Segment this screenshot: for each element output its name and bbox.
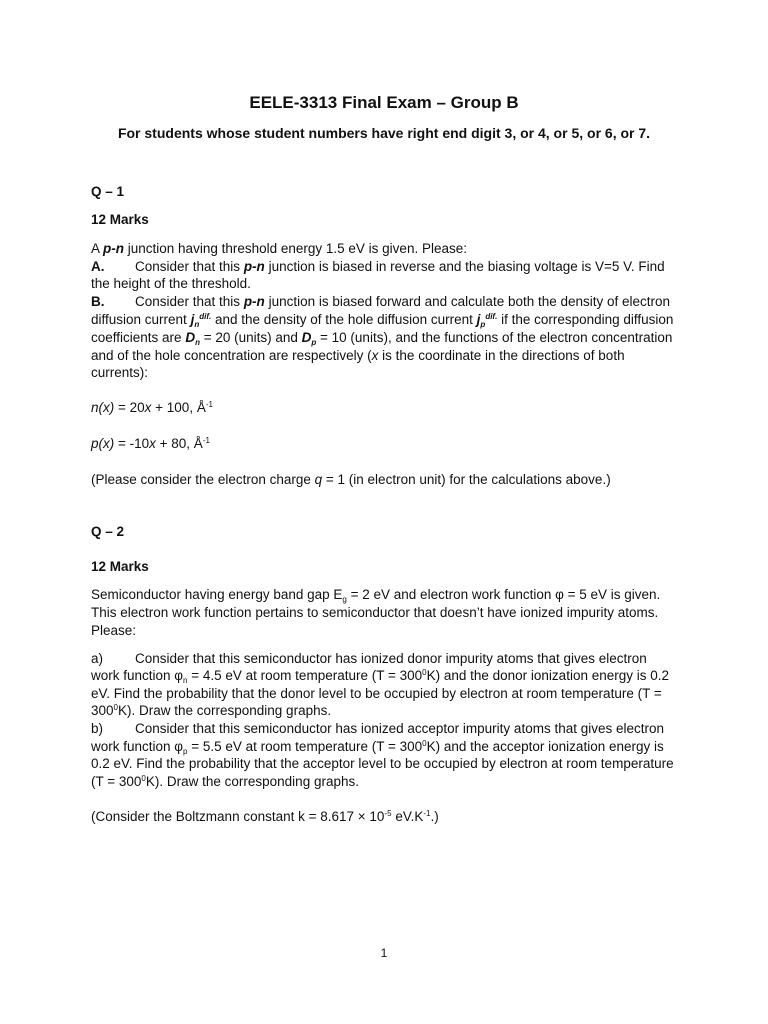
q2-part-a-line1: a) Consider that this semiconductor has ionized donor impurity atoms that gives electron	[91, 651, 647, 666]
q1-marks: 12 Marks	[91, 212, 149, 227]
q1-hole-concentration: p(x) = -10x + 80, $Å^{-1}$	[91, 436, 210, 451]
q1-part-b-line1: B. Consider that this p-n junction is biased forward and calculate both the density of electron	[91, 294, 671, 309]
q2-part-b-line3: 0.2 eV. Find the probability that the acceptor level to be occupied by electron at room temperature	[91, 756, 674, 771]
q2-part-a-line4: $300^0K$). Draw the corresponding graphs.	[91, 703, 332, 718]
q1-part-b-line4: and of the hole concentration are respectively (x is the coordinate in the directions of both	[91, 348, 625, 363]
q1-part-b-line5: currents):	[91, 365, 149, 380]
q1-electron-concentration: n(x) = 20x + 100, $Å^{-1}$	[91, 400, 213, 415]
q2-note: (Consider the Boltzmann constant $k = 8.617 \times 10^{-5}$ $eV.K^{-1}$.)	[91, 809, 439, 824]
q1-note: (Please consider the electron charge q = 1 (in electron unit) for the calculations above.)	[91, 472, 611, 487]
q1-intro: A p-n junction having threshold energy 1.5 eV is given. Please:	[91, 241, 467, 256]
q2-intro-line3: Please:	[91, 623, 137, 638]
q2-heading: Q – 2	[91, 524, 125, 539]
q1-heading: Q – 1	[91, 184, 125, 199]
page-title: EELE-3313 Final Exam – Group B	[249, 93, 519, 112]
q2-marks: 12 Marks	[91, 559, 149, 574]
q1-part-b-line3: coefficients are $D_n = 20$ (units) and $D_p = 10$ (units), and the functions of the electron concentration	[91, 330, 673, 347]
q2-part-b-line1: b) Consider that this semiconductor has ionized acceptor impurity atoms that gives electron	[91, 721, 665, 736]
q1-part-b-line2: diffusion current $j_n^{dif.}$ and the density of the hole diffusion current $j_p^{dif.}$ if the corresponding diffusion	[91, 312, 674, 329]
q1-part-a-line1: A. Consider that this p-n junction is biased in reverse and the biasing voltage is V=5 V. Find	[91, 259, 665, 274]
q2-intro-line2: This electron work function pertains to semiconductor that doesn’t have ionized impurity atoms.	[91, 605, 659, 620]
q2-part-b-line4: $(T = 300^0K)$. Draw the corresponding graphs.	[91, 774, 359, 789]
q2-part-a-line2: work function $\varphi_n = 4.5$ eV at room temperature $(T = 300^0K)$ and the donor ionization energy is 0.2	[91, 668, 670, 685]
page-number: 1	[380, 946, 388, 960]
q1-part-a-line2: the height of the threshold.	[91, 276, 251, 291]
q2-intro-line1: Semiconductor having energy band gap $E_g = 2$ eV and electron work function φ = 5 eV is given.	[91, 587, 661, 604]
q2-part-a-line3: eV. Find the probability that the donor level to be occupied by electron at room temperature (T =	[91, 686, 662, 701]
q2-part-b-line2: work function $\varphi_p = 5.5$ eV at room temperature $(T = 300^0K)$ and the acceptor ionization energy is	[91, 739, 664, 756]
page-subtitle: For students whose student numbers have right end digit 3, or 4, or 5, or 6, or 7.	[117, 125, 651, 141]
